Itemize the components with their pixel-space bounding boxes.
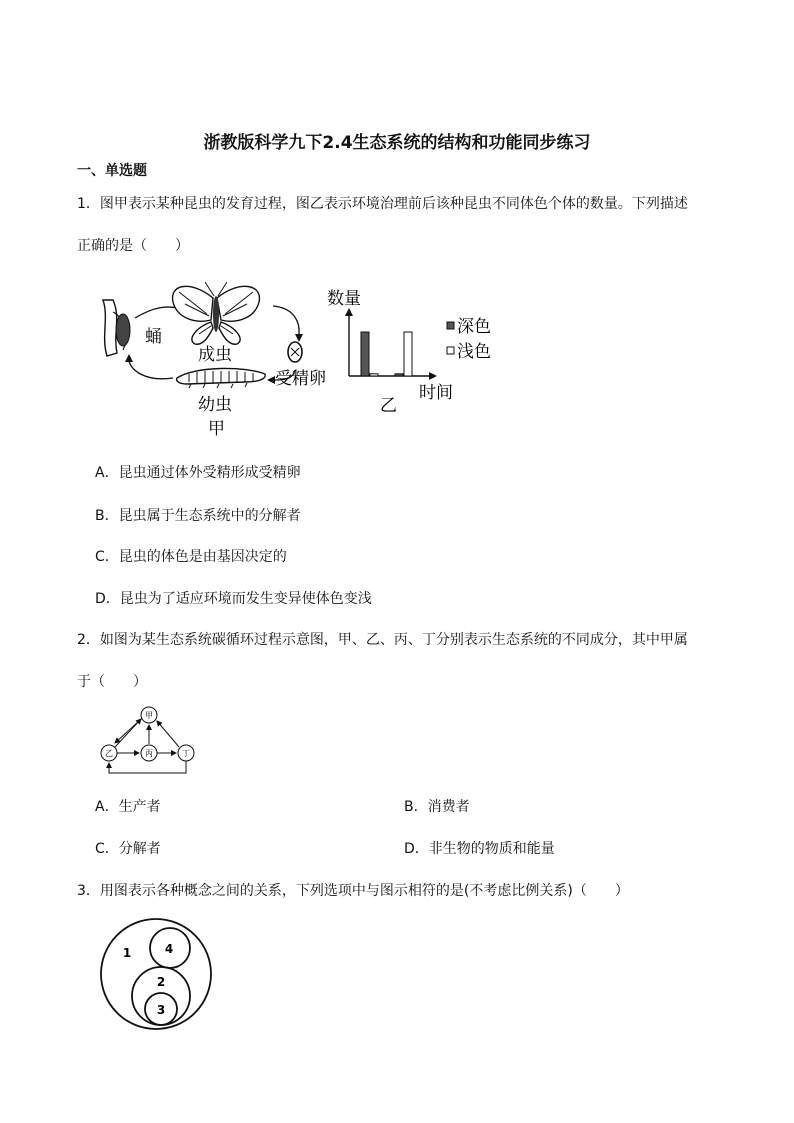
q2-stem-line2: 于（ ） <box>77 674 147 690</box>
bar-series1-cat0 <box>370 374 378 376</box>
q2-stem-line1: 2．如图为某生态系统碳循环过程示意图，甲、乙、丙、丁分别表示生态系统的不同成分，其中甲属 <box>77 632 688 648</box>
q1-option-c[interactable]: C．昆虫的体色是由基因决定的 <box>95 549 287 565</box>
label-adult: 成虫 <box>198 345 232 365</box>
insect-life-cycle-diagram <box>103 282 326 439</box>
larva-icon <box>177 368 266 388</box>
label-figure-b: 乙 <box>380 396 397 416</box>
section-heading: 一、单选题 <box>77 163 147 179</box>
page-title: 浙教版科学九下2.4生态系统的结构和功能同步练习 <box>203 133 591 153</box>
node-ding-label: 丁 <box>182 749 190 758</box>
legend-swatch-light <box>447 347 454 354</box>
q1-stem-line1: 1．图甲表示某种昆虫的发育过程，图乙表示环境治理前后该种昆虫不同体色个体的数量。下列描述 <box>77 196 688 212</box>
legend-dark: 深色 <box>457 317 491 337</box>
label-pupa: 蛹 <box>145 327 162 347</box>
q1-option-b[interactable]: B．昆虫属于生态系统中的分解者 <box>95 508 301 524</box>
label-figure-a: 甲 <box>208 419 225 439</box>
circle-4-label: 4 <box>164 942 174 956</box>
label-larva: 幼虫 <box>198 395 232 415</box>
circle-2-label: 2 <box>156 975 166 989</box>
carbon-cycle-diagram <box>95 703 205 779</box>
bar-chart <box>327 289 491 416</box>
q2-option-b[interactable]: B．消费者 <box>404 799 470 815</box>
q2-option-c[interactable]: C．分解者 <box>95 841 161 857</box>
q2-option-d[interactable]: D．非生物的物质和能量 <box>404 841 555 857</box>
node-bing-label: 丙 <box>145 749 153 758</box>
label-egg: 受精卵 <box>275 369 326 389</box>
legend-swatch-dark <box>447 322 454 329</box>
q1-option-a[interactable]: A．昆虫通过体外受精形成受精卵 <box>95 465 301 481</box>
y-axis-label: 数量 <box>327 289 361 309</box>
x-axis-label: 时间 <box>419 383 453 403</box>
node-yi-label: 乙 <box>105 749 113 758</box>
node-jia-label: 甲 <box>145 711 153 720</box>
bar-series0-cat0 <box>361 332 369 376</box>
q3-stem: 3．用图表示各种概念之间的关系，下列选项中与图示相符的是(不考虑比例关系)（ ） <box>77 883 629 899</box>
circle-1-label: 1 <box>122 946 132 960</box>
q1-figure <box>95 278 495 440</box>
circle-3-label: 3 <box>156 1003 166 1017</box>
bar-series0-cat1 <box>395 374 403 376</box>
pupa-icon <box>116 314 130 346</box>
q1-option-d[interactable]: D．昆虫为了适应环境而发生变异使体色变浅 <box>95 591 372 607</box>
q2-option-a[interactable]: A．生产者 <box>95 799 161 815</box>
nested-circles-diagram <box>98 918 218 1030</box>
bar-series1-cat1 <box>404 332 412 376</box>
butterfly-icon <box>173 282 260 344</box>
legend-light: 浅色 <box>457 342 491 362</box>
q1-stem-line2: 正确的是（ ） <box>77 238 189 254</box>
